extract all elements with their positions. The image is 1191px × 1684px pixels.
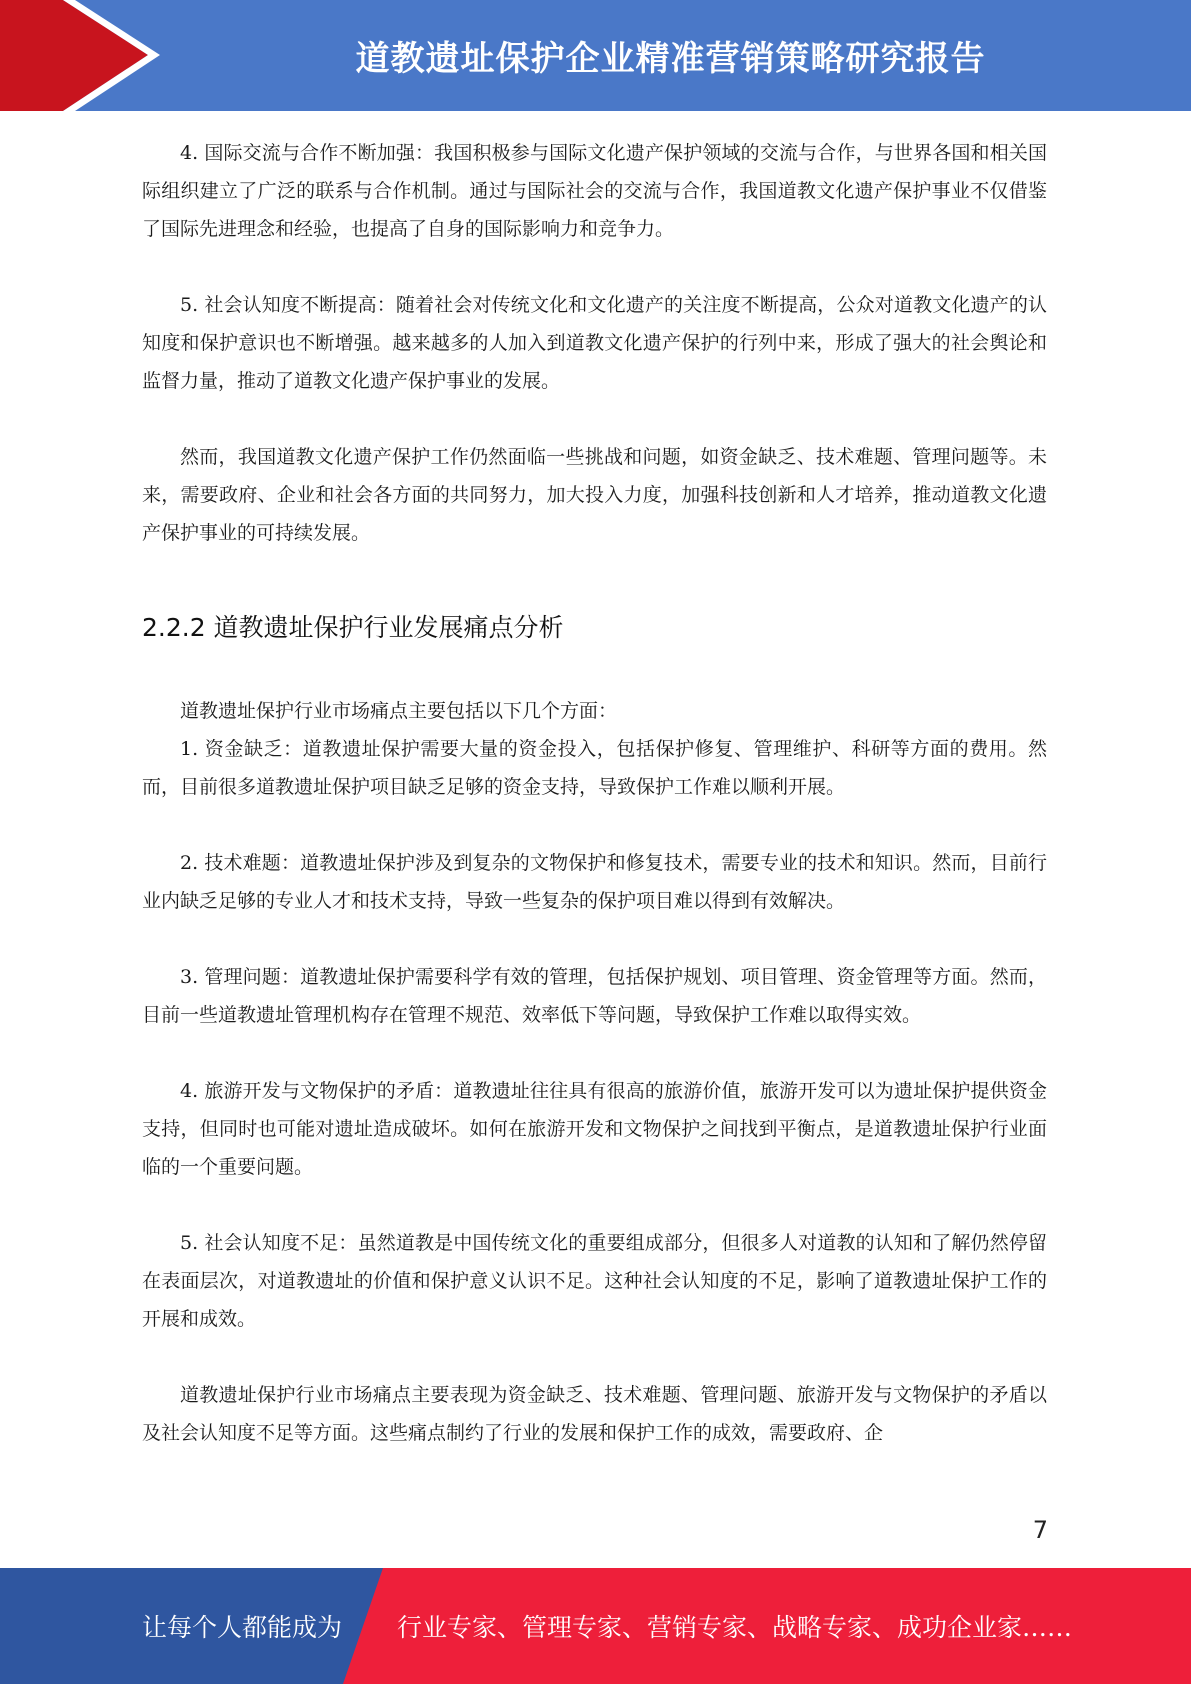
paragraph: 道教遗址保护行业市场痛点主要表现为资金缺乏、技术难题、管理问题、旅游开发与文物保护的矛盾以及社会认知度不足等方面。这些痛点制约了行业的发展和保护工作的成效，需要政府、企 bbox=[142, 1384, 1047, 1444]
paragraph: 1. 资金缺乏：道教遗址保护需要大量的资金投入，包括保护修复、管理维护、科研等方面的费用。然而，目前很多道教遗址保护项目缺乏足够的资金支持，导致保护工作难以顺利开展。 bbox=[142, 738, 1047, 798]
paragraph: 2. 技术难题：道教遗址保护涉及到复杂的文物保护和修复技术，需要专业的技术和知识。然而，目前行业内缺乏足够的专业人才和技术支持，导致一些复杂的保护项目难以得到有效解决。 bbox=[142, 852, 1047, 912]
footer-slogan-right: 行业专家、管理专家、营销专家、战略专家、成功企业家…… bbox=[397, 1613, 1073, 1642]
paragraph: 然而，我国道教文化遗产保护工作仍然面临一些挑战和问题，如资金缺乏、技术难题、管理问题等。未来，需要政府、企业和社会各方面的共同努力，加大投入力度，加强科技创新和人才培养，推动道教文化遗产保护事业的可持续发展。 bbox=[142, 446, 1047, 544]
report-title: 道教遗址保护企业精准营销策略研究报告 bbox=[355, 39, 986, 79]
paragraph: 4. 旅游开发与文物保护的矛盾：道教遗址往往具有很高的旅游价值，旅游开发可以为遗址保护提供资金支持，但同时也可能对遗址造成破坏。如何在旅游开发和文物保护之间找到平衡点，是道教遗址保护行业面临的一个重要问题。 bbox=[142, 1080, 1047, 1178]
footer-slogan-left: 让每个人都能成为 bbox=[142, 1613, 343, 1642]
page-footer bbox=[0, 1568, 1191, 1684]
document-body bbox=[142, 134, 1047, 1452]
section-heading: 2.2.2 道教遗址保护行业发展痛点分析 bbox=[142, 613, 564, 642]
page-header bbox=[0, 0, 1191, 111]
header-arrow-decoration bbox=[0, 0, 160, 111]
page-number: 7 bbox=[1032, 1516, 1048, 1544]
paragraph: 3. 管理问题：道教遗址保护需要科学有效的管理，包括保护规划、项目管理、资金管理等方面。然而，目前一些道教遗址管理机构存在管理不规范、效率低下等问题，导致保护工作难以取得实效。 bbox=[142, 966, 1047, 1026]
paragraph: 5. 社会认知度不断提高：随着社会对传统文化和文化遗产的关注度不断提高，公众对道教文化遗产的认知度和保护意识也不断增强。越来越多的人加入到道教文化遗产保护的行列中来，形成了强大的社会舆论和监督力量，推动了道教文化遗产保护事业的发展。 bbox=[142, 294, 1047, 392]
paragraph: 4. 国际交流与合作不断加强：我国积极参与国际文化遗产保护领域的交流与合作，与世界各国和相关国际组织建立了广泛的联系与合作机制。通过与国际社会的交流与合作，我国道教文化遗产保护事业不仅借鉴了国际先进理念和经验，也提高了自身的国际影响力和竞争力。 bbox=[142, 142, 1047, 240]
paragraph: 5. 社会认知度不足：虽然道教是中国传统文化的重要组成部分，但很多人对道教的认知和了解仍然停留在表面层次，对道教遗址的价值和保护意义认识不足。这种社会认知度的不足，影响了道教遗址保护工作的开展和成效。 bbox=[142, 1232, 1047, 1330]
intro-paragraph: 道教遗址保护行业市场痛点主要包括以下几个方面： bbox=[180, 700, 618, 722]
